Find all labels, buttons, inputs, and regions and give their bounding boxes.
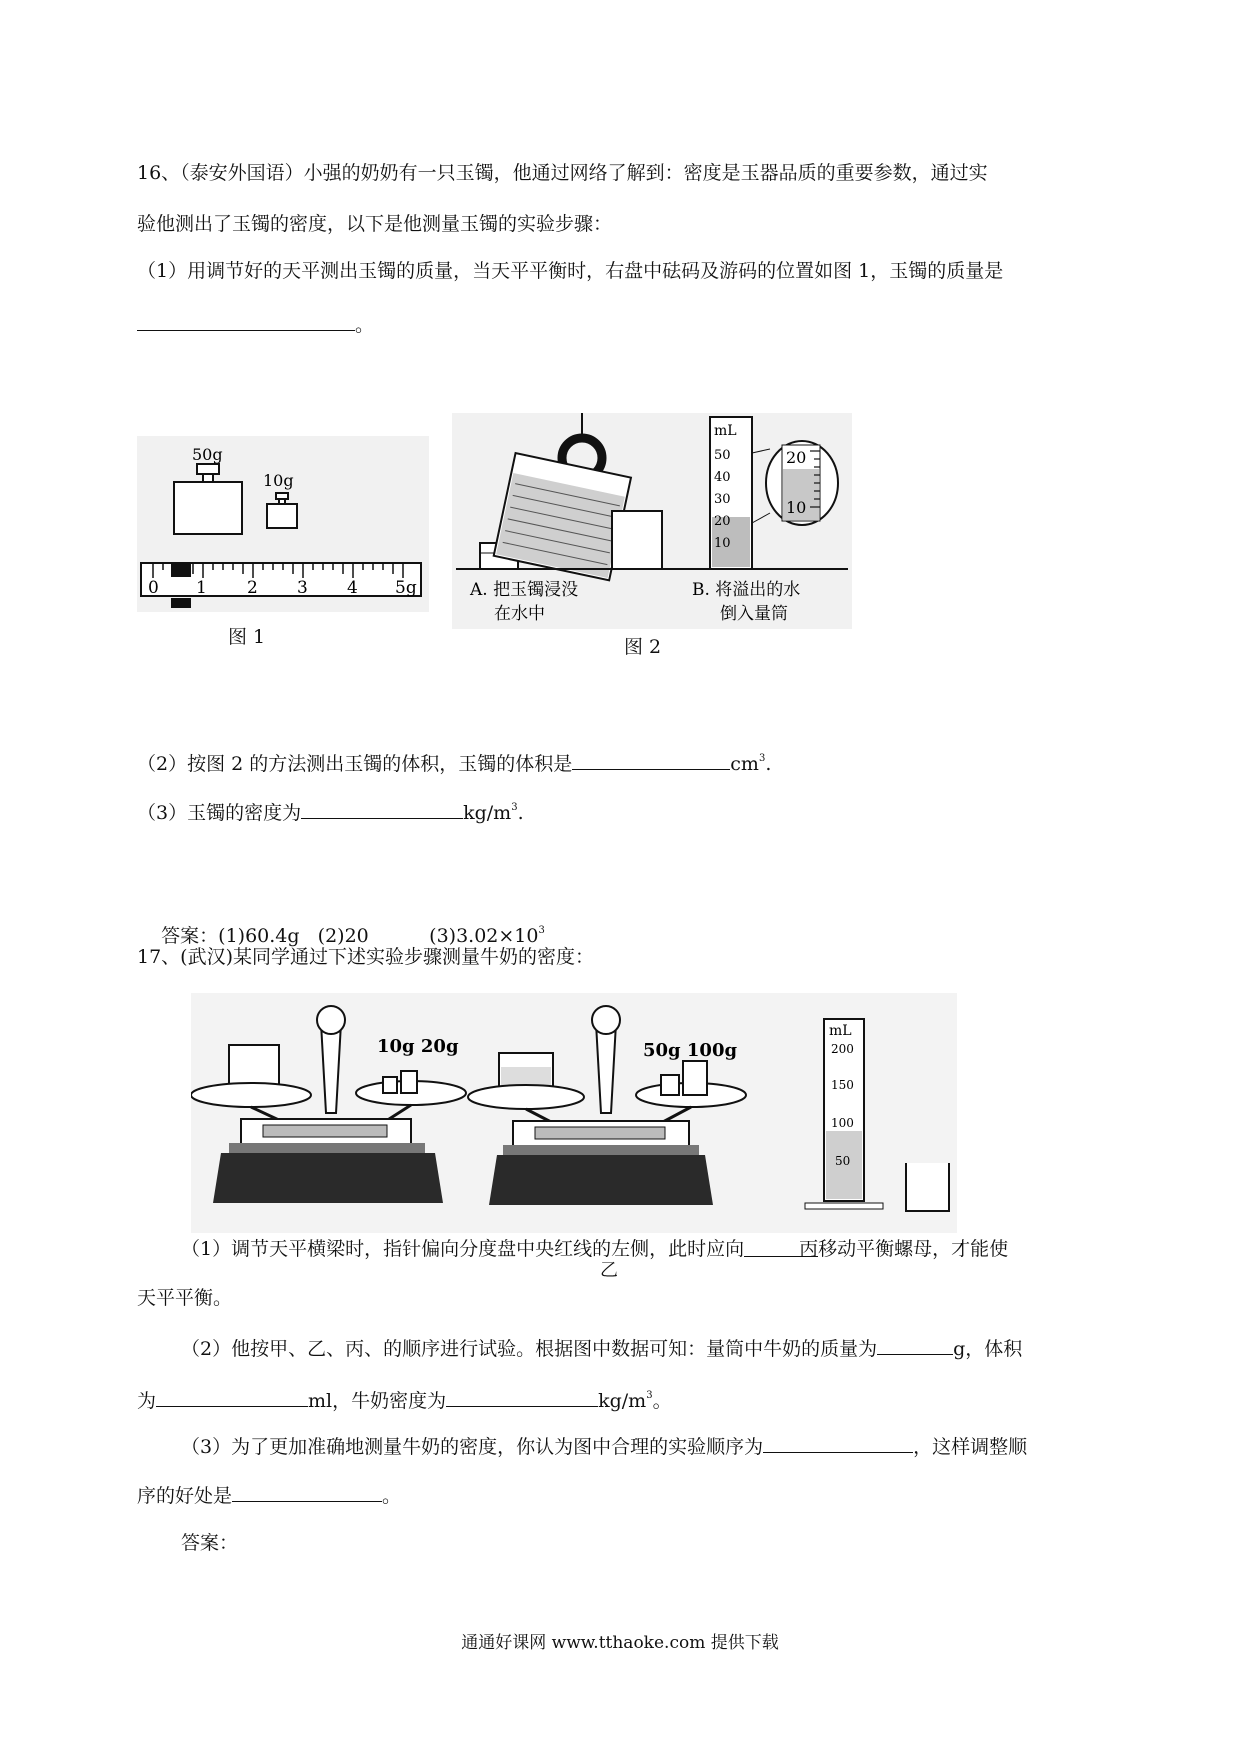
question-text: 为 bbox=[137, 1390, 157, 1412]
answer-blank bbox=[232, 1481, 382, 1502]
figure-label-bing: 丙 bbox=[799, 1238, 819, 1260]
answer-blank bbox=[763, 1432, 913, 1453]
punctuation: . bbox=[765, 753, 772, 775]
punctuation: . bbox=[517, 802, 524, 824]
cylinder-tick-label: 100 bbox=[831, 1116, 854, 1130]
question-text: 移动平衡螺母，才能使 bbox=[818, 1238, 1009, 1260]
q17-answer: 答案： bbox=[181, 1532, 239, 1554]
superscript: 3 bbox=[758, 753, 766, 764]
q16-part1: （1）用调节好的天平测出玉镯的质量，当天平平衡时，右盘中砝码及游码的位置如图 1，玉镯的质量是 bbox=[137, 260, 1004, 282]
q17-part3-cont bbox=[137, 1481, 401, 1509]
scale-label: 4 bbox=[347, 578, 358, 598]
balance-and-cylinder-illustration bbox=[191, 993, 957, 1233]
question-text: g，体积 bbox=[953, 1338, 1023, 1360]
step-a-label: 在水中 bbox=[494, 604, 545, 624]
question-text: ，这样调整顺 bbox=[913, 1436, 1028, 1458]
q16-part1-answer-line bbox=[137, 310, 374, 338]
question-text: ml，牛奶密度为 bbox=[308, 1390, 447, 1412]
cylinder-tick-label: 30 bbox=[714, 492, 731, 507]
figure-3 bbox=[191, 993, 957, 1237]
page-footer: 通通好课网 www.tthaoke.com 提供下载 bbox=[461, 1633, 779, 1653]
cylinder-tick-label: 40 bbox=[714, 470, 731, 485]
beaker bbox=[612, 511, 662, 569]
superscript: 3 bbox=[538, 925, 545, 936]
zoom-tick-label: 10 bbox=[786, 498, 807, 517]
figure-2 bbox=[452, 413, 852, 633]
question-text: 序的好处是 bbox=[137, 1485, 233, 1507]
scale-label: 2 bbox=[247, 578, 258, 598]
figure-2-caption: 图 2 bbox=[624, 636, 662, 658]
superscript: 3 bbox=[646, 1390, 653, 1401]
q16-part3 bbox=[137, 795, 524, 826]
figure-1 bbox=[137, 436, 429, 616]
cylinder-unit-label: mL bbox=[714, 423, 737, 439]
answer-text: 答案：(1)60.4g (2)20 (3)3.02×10 bbox=[161, 925, 539, 947]
cylinder-tick-label: 150 bbox=[831, 1078, 854, 1092]
step-b-label: B. 将溢出的水 bbox=[692, 580, 801, 600]
answer-blank bbox=[156, 1386, 308, 1407]
figure-1-caption: 图 1 bbox=[228, 626, 266, 648]
zoom-tick-label: 20 bbox=[786, 448, 807, 467]
question-text: （2）按图 2 的方法测出玉镯的体积，玉镯的体积是 bbox=[137, 753, 573, 775]
scale-label: 1 bbox=[196, 578, 207, 598]
overflow-volume-illustration bbox=[452, 413, 852, 629]
scale-label: 3 bbox=[297, 578, 308, 598]
cylinder-tick-label: 20 bbox=[714, 514, 731, 529]
answer-blank bbox=[137, 310, 355, 331]
scale-label: 0 bbox=[148, 578, 159, 598]
q16-line2: 验他测出了玉镯的密度，以下是他测量玉镯的实验步骤： bbox=[137, 213, 613, 235]
step-a-label: A. 把玉镯浸没 bbox=[470, 580, 579, 600]
answer-blank bbox=[572, 749, 730, 770]
cylinder-tick-label: 50 bbox=[835, 1154, 851, 1168]
unit: kg/m bbox=[598, 1390, 647, 1412]
question-text: （3）为了更加准确地测量牛奶的密度，你认为图中合理的实验顺序为 bbox=[181, 1436, 764, 1458]
answer-blank bbox=[877, 1334, 953, 1355]
q17-part3 bbox=[181, 1432, 1027, 1460]
q17-part1 bbox=[181, 1236, 1008, 1262]
weight-50g bbox=[174, 482, 242, 534]
step-b-label: 倒入量筒 bbox=[720, 604, 788, 624]
cylinder-tick-label: 200 bbox=[831, 1042, 854, 1056]
weight-10g bbox=[267, 504, 297, 528]
question-text: （1）调节天平横梁时，指针偏向分度盘中央红线的左侧，此时应向 bbox=[181, 1238, 745, 1260]
question-text: （2）他按甲、乙、丙、的顺序进行试验。根据图中数据可知：量筒中牛奶的质量为 bbox=[181, 1338, 878, 1360]
weight-10g-label: 10g bbox=[263, 471, 294, 490]
scale-label: 5g bbox=[395, 578, 417, 598]
q16-part2 bbox=[137, 746, 771, 777]
q17-part2-cont bbox=[137, 1383, 672, 1414]
punctuation: 。 bbox=[382, 1485, 402, 1507]
superscript: 3 bbox=[511, 802, 518, 813]
punctuation: 。 bbox=[355, 314, 375, 336]
weight-50g-label: 50g bbox=[192, 445, 223, 464]
answer-blank bbox=[301, 798, 463, 819]
q17-part1-cont: 天平平衡。 bbox=[137, 1287, 233, 1309]
q17-title: 17、(武汉)某同学通过下述实验步骤测量牛奶的密度： bbox=[137, 946, 595, 968]
q17-part2 bbox=[181, 1334, 1022, 1362]
weights-label-jia: 10g 20g bbox=[377, 1036, 459, 1057]
unit: kg/m bbox=[463, 802, 512, 824]
weights-label-yi: 50g 100g bbox=[643, 1040, 738, 1061]
weights-and-scale-illustration bbox=[137, 436, 429, 612]
cylinder-tick-label: 10 bbox=[714, 536, 731, 551]
cylinder-tick-label: 50 bbox=[714, 448, 731, 463]
rider-bottom bbox=[171, 598, 191, 608]
unit: cm bbox=[730, 753, 759, 775]
figure-label-yi: 乙 bbox=[600, 1260, 618, 1281]
q16-line1: 16、（泰安外国语）小强的奶奶有一只玉镯，他通过网络了解到：密度是玉器品质的重要参数，通过实 bbox=[137, 162, 988, 184]
answer-blank bbox=[744, 1236, 819, 1260]
cylinder-unit-label: mL bbox=[829, 1023, 852, 1039]
rider-top bbox=[171, 564, 191, 577]
punctuation: 。 bbox=[652, 1390, 672, 1412]
question-text: （3）玉镯的密度为 bbox=[137, 802, 302, 824]
answer-blank bbox=[446, 1386, 598, 1407]
